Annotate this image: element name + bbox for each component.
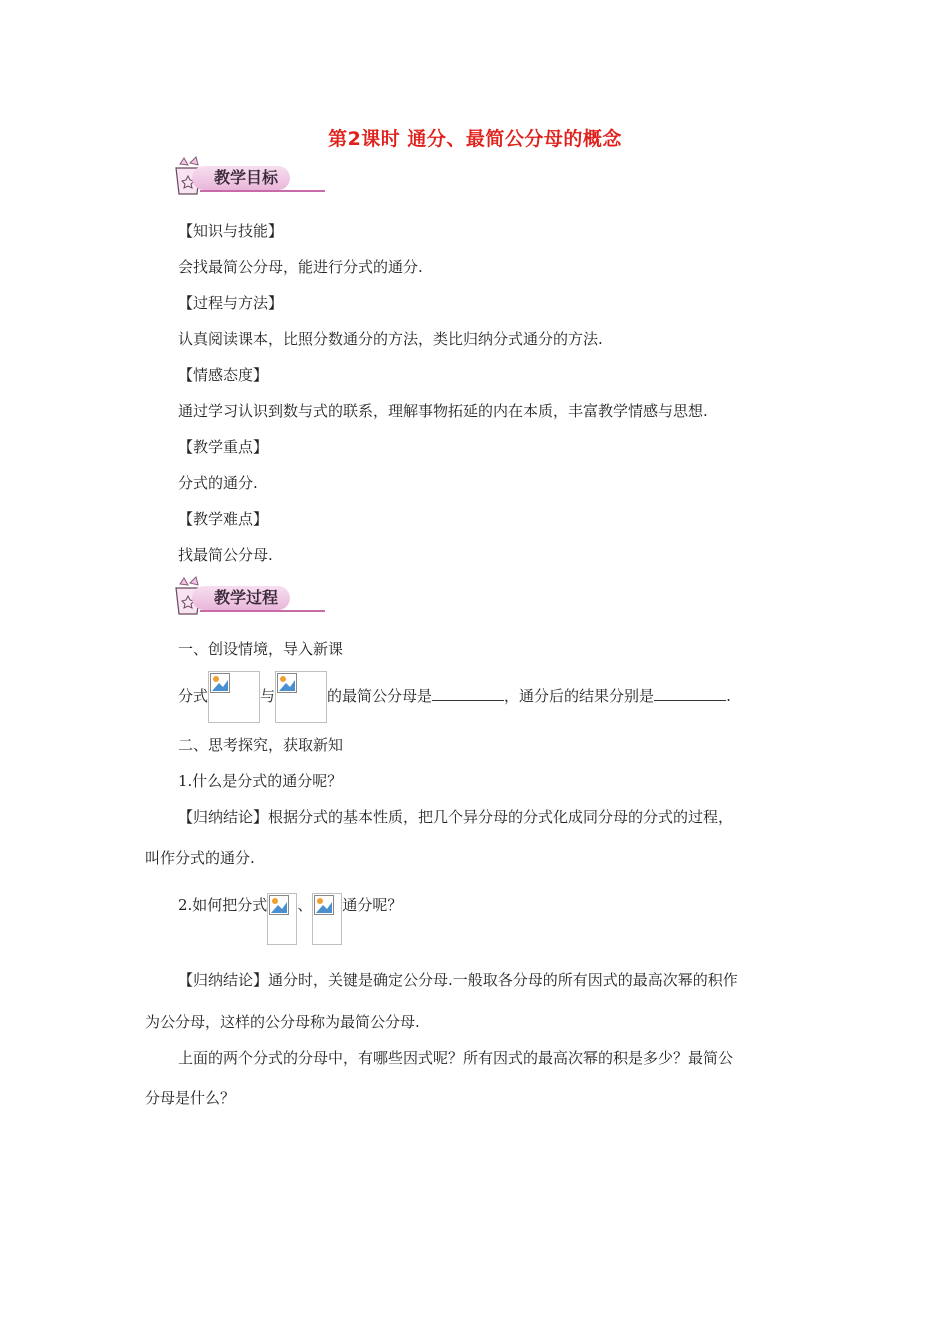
section-badge-goals — [170, 156, 330, 198]
q-how-sep: 、 — [297, 896, 313, 914]
section-title-goals: 教学目标 — [192, 166, 290, 190]
question-what: 1.什么是分式的通分呢？ — [178, 772, 343, 790]
section-underline — [200, 610, 325, 612]
q1-end: . — [726, 687, 731, 705]
section-badge-process — [170, 576, 330, 618]
key-text: 分式的通分. — [178, 474, 258, 492]
emotion-text: 通过学习认识到数与式的联系，理解事物拓延的内在本质，丰富教学情感与思想. — [178, 402, 708, 420]
answer-blank-2[interactable] — [654, 686, 726, 701]
question-1-line — [178, 670, 731, 723]
part1-heading: 一、创设情境，导入新课 — [178, 640, 344, 658]
difficult-heading: 【教学难点】 — [178, 510, 269, 528]
fraction-image-1 — [208, 671, 260, 723]
q-how-prefix: 2.如何把分式 — [178, 896, 268, 914]
q1-mid: 的最简公分母是 — [327, 687, 433, 705]
image-placeholder-icon — [210, 673, 230, 693]
q1-prefix: 分式 — [178, 687, 209, 705]
page-title: 第2课时 通分、最简公分母的概念 — [328, 128, 622, 150]
image-placeholder-icon — [314, 895, 334, 915]
conclusion-2-line-2: 为公分母，这样的公分母称为最简公分母. — [145, 1013, 420, 1031]
question-line-1: 上面的两个分式的分母中，有哪些因式呢？所有因式的最高次幂的积是多少？最简公 — [178, 1049, 734, 1067]
part2-heading: 二、思考探究，获取新知 — [178, 736, 344, 754]
process-text: 认真阅读课本，比照分数通分的方法，类比归纳分式通分的方法. — [178, 330, 603, 348]
knowledge-heading: 【知识与技能】 — [178, 222, 284, 240]
section-title-process: 教学过程 — [192, 586, 290, 610]
fraction-image-3 — [267, 893, 297, 945]
conclusion-1-line-1: 【归纳结论】根据分式的基本性质，把几个异分母的分式化成同分母的分式的过程， — [178, 808, 734, 826]
question-2-line — [178, 893, 402, 945]
process-heading: 【过程与方法】 — [178, 294, 284, 312]
image-placeholder-icon — [277, 673, 297, 693]
conclusion-1-line-2: 叫作分式的通分. — [145, 849, 255, 867]
emotion-heading: 【情感态度】 — [178, 366, 269, 384]
q1-and: 与 — [260, 687, 276, 705]
question-line-2: 分母是什么？ — [145, 1089, 236, 1107]
q-how-suffix: 通分呢？ — [342, 896, 403, 914]
fraction-image-2 — [275, 671, 327, 723]
key-heading: 【教学重点】 — [178, 438, 269, 456]
q1-mid2: ，通分后的结果分别是 — [504, 687, 655, 705]
fraction-image-4 — [312, 893, 342, 945]
difficult-text: 找最简公分母. — [178, 546, 273, 564]
answer-blank-1[interactable] — [432, 686, 504, 701]
conclusion-2-line-1: 【归纳结论】通分时，关键是确定公分母.一般取各分母的所有因式的最高次幂的积作 — [178, 971, 738, 989]
knowledge-text: 会找最简公分母，能进行分式的通分. — [178, 258, 423, 276]
section-underline — [200, 190, 325, 192]
image-placeholder-icon — [269, 895, 289, 915]
